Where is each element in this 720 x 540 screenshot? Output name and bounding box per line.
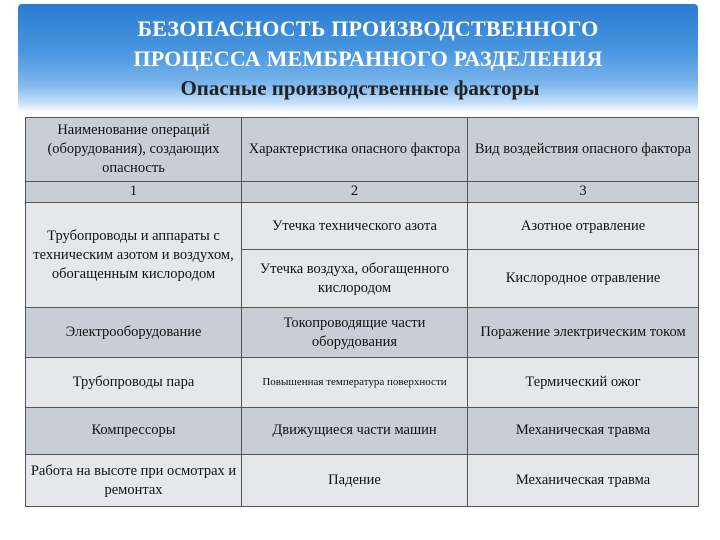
characteristic-cell: Утечка воздуха, обогащенного кислородом bbox=[242, 250, 468, 308]
header-characteristic: Характеристика опасного фактора bbox=[242, 118, 468, 182]
characteristic-cell: Падение bbox=[242, 455, 468, 507]
column-number: 1 bbox=[26, 182, 242, 203]
effect-cell: Кислородное отравление bbox=[468, 250, 699, 308]
effect-cell: Азотное отравление bbox=[468, 202, 699, 250]
page-title bbox=[18, 14, 718, 74]
operation-cell: Компрессоры bbox=[26, 407, 242, 455]
page-subtitle: Опасные производственные факторы bbox=[180, 76, 540, 100]
table-row bbox=[26, 357, 699, 407]
column-number: 2 bbox=[242, 182, 468, 203]
table-row bbox=[26, 202, 699, 250]
title-line-1: БЕЗОПАСНОСТЬ ПРОИЗВОДСТВЕННОГО bbox=[137, 16, 599, 41]
operation-cell: Работа на высоте при осмотрах и ремонтах bbox=[26, 455, 242, 507]
characteristic-cell: Повышенная температура поверхности bbox=[242, 357, 468, 407]
operation-cell: Трубопроводы пара bbox=[26, 357, 242, 407]
characteristic-cell: Утечка технического азота bbox=[242, 202, 468, 250]
operation-cell: Электрооборудование bbox=[26, 308, 242, 358]
header-effect: Вид воздействия опасного фактора bbox=[468, 118, 699, 182]
table-row bbox=[26, 407, 699, 455]
effect-cell: Механическая травма bbox=[468, 455, 699, 507]
table-row bbox=[26, 308, 699, 358]
effect-cell: Механическая травма bbox=[468, 407, 699, 455]
characteristic-cell: Движущиеся части машин bbox=[242, 407, 468, 455]
effect-cell: Термический ожог bbox=[468, 357, 699, 407]
hazard-table bbox=[25, 117, 699, 507]
operation-cell: Трубопроводы и аппараты с техническим азотом и воздухом, обогащенным кислородом bbox=[26, 202, 242, 308]
column-number: 3 bbox=[468, 182, 699, 203]
table-header-row bbox=[26, 118, 699, 182]
effect-cell: Поражение электрическим током bbox=[468, 308, 699, 358]
table-row bbox=[26, 455, 699, 507]
table-number-row bbox=[26, 182, 699, 203]
header-operations: Наименование операций (оборудования), создающих опасность bbox=[26, 118, 242, 182]
title-line-2: ПРОЦЕССА МЕМБРАННОГО РАЗДЕЛЕНИЯ bbox=[133, 46, 603, 71]
characteristic-cell: Токопроводящие части оборудования bbox=[242, 308, 468, 358]
